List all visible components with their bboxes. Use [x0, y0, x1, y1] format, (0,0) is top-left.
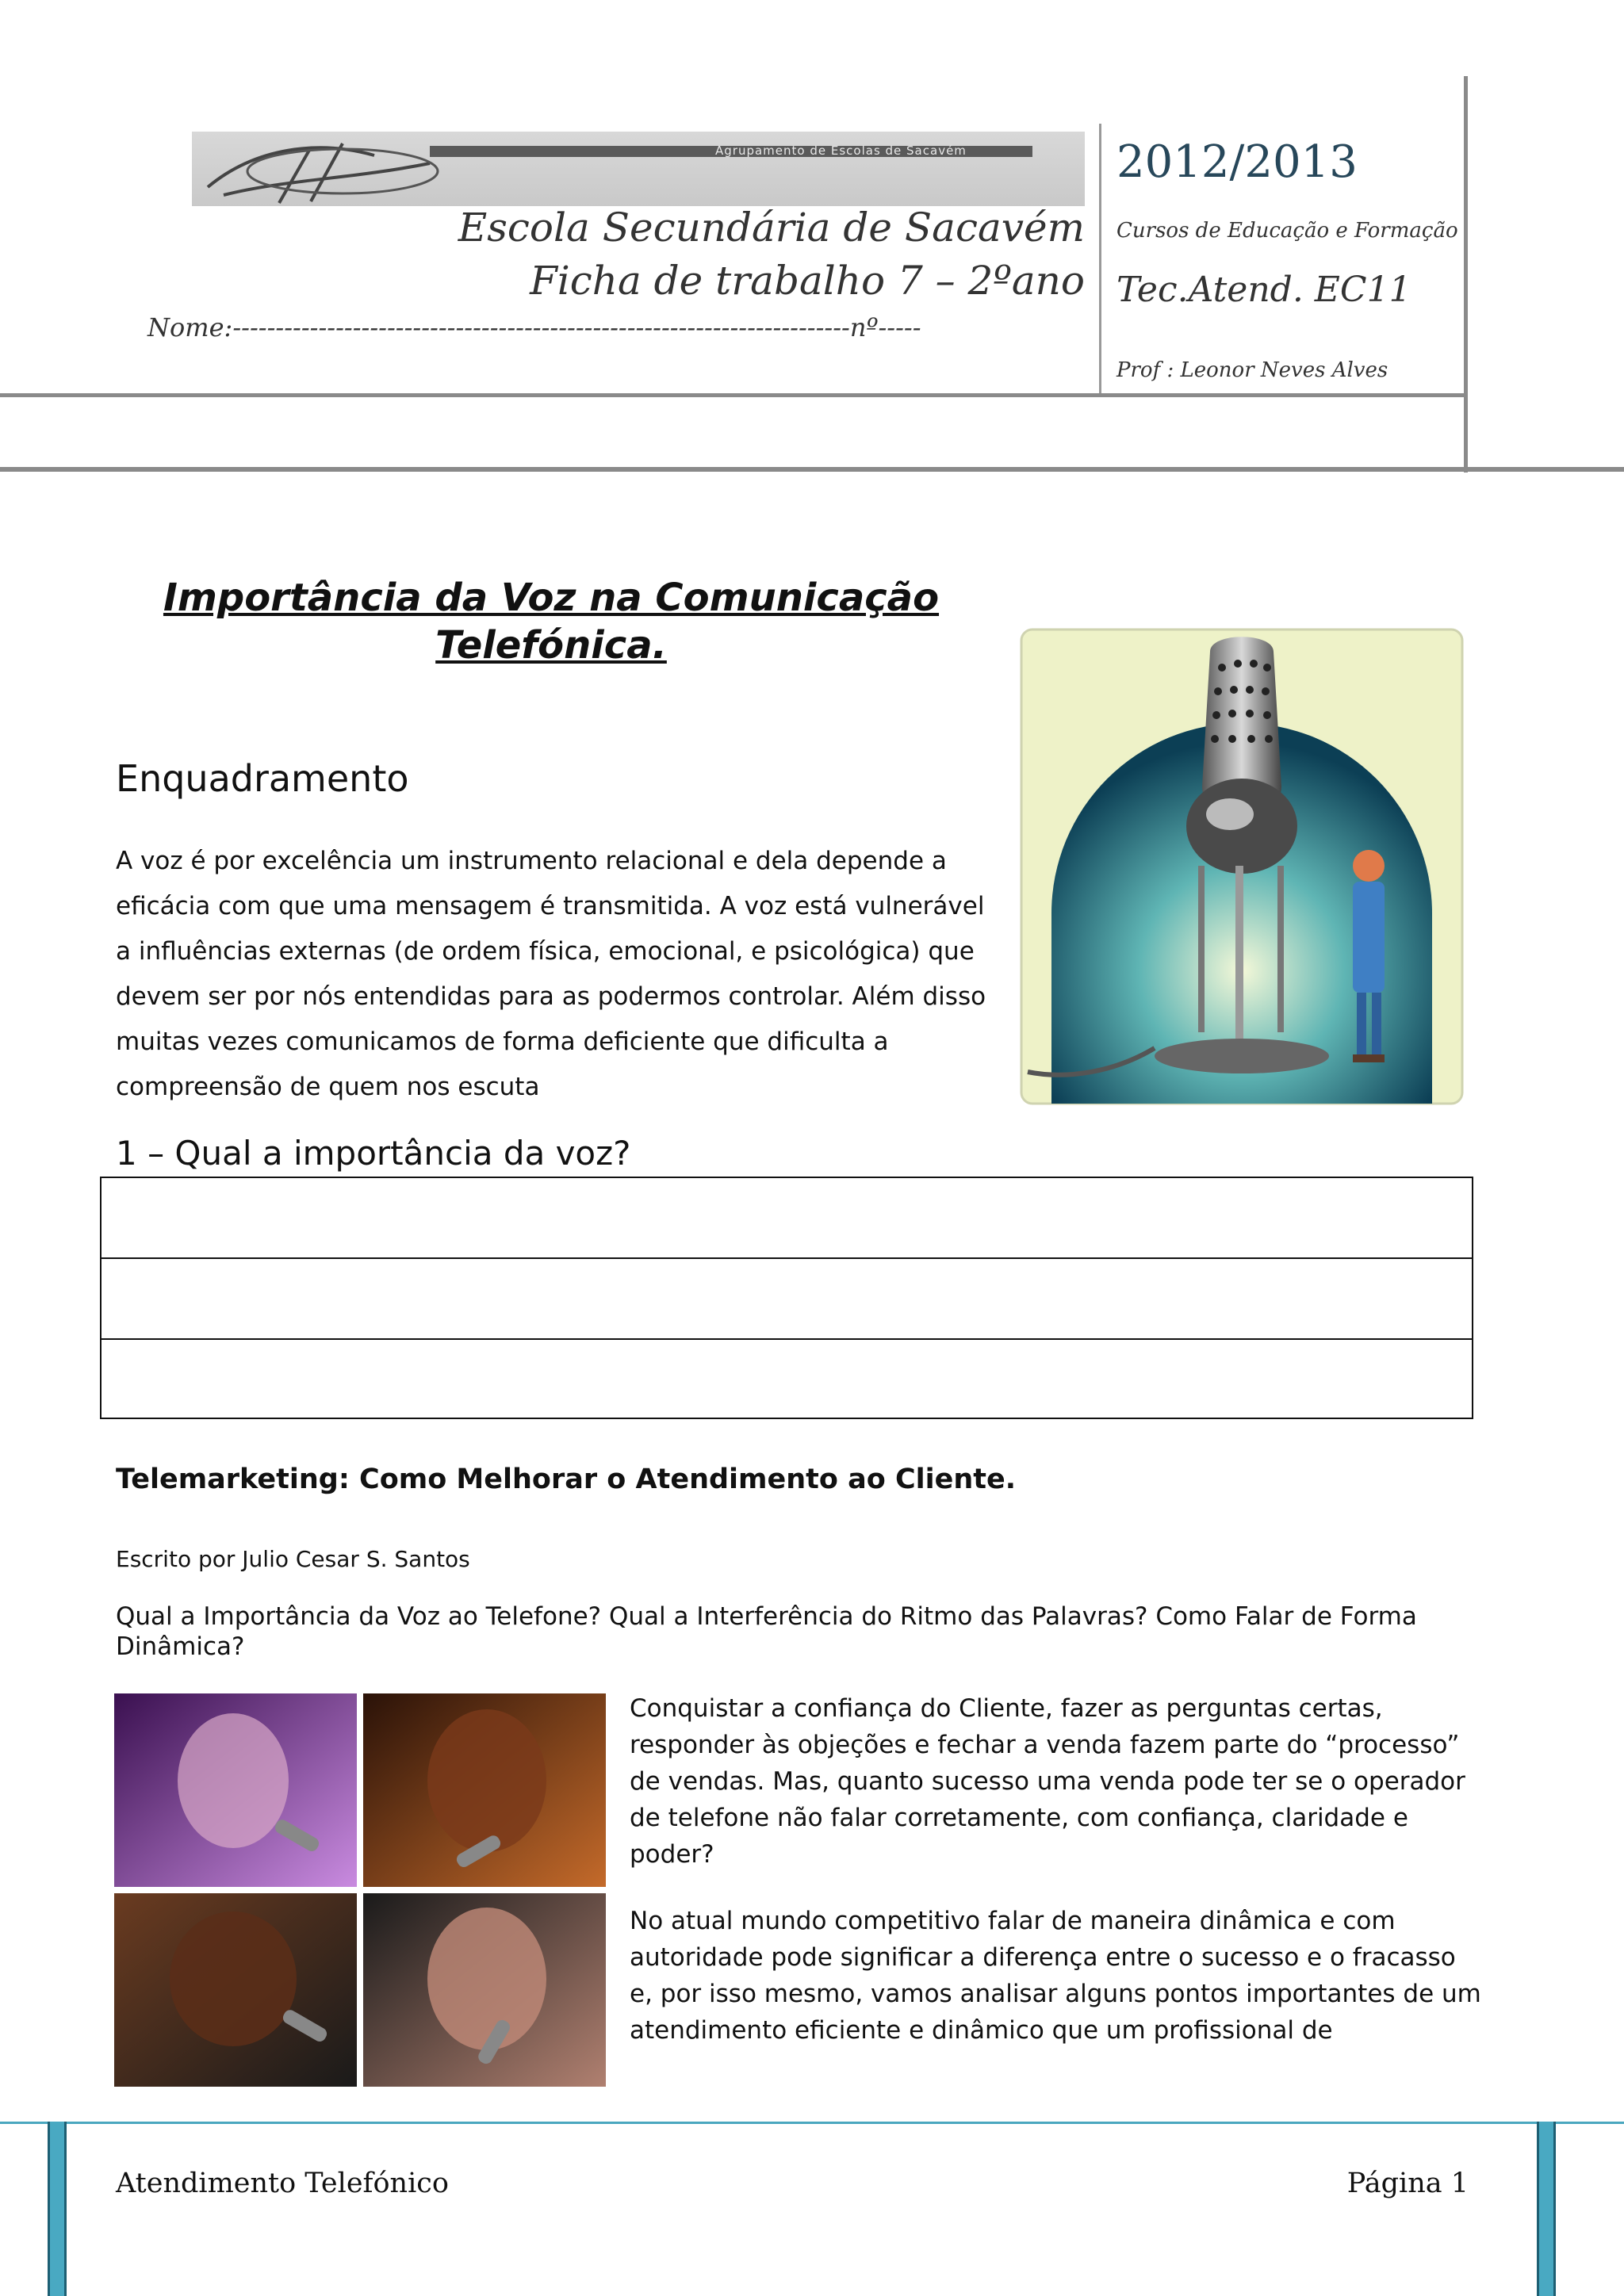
page-number: Página 1 — [1346, 2168, 1469, 2199]
title-line-2: Telefónica. — [435, 623, 667, 668]
article-paragraph-2: No atual mundo competitivo falar de maneira dinâmica e com autoridade pode significar a diferença entre o sucesso e o fracasso e, por isso mesmo, vamos analisar alguns pontos importantes de um atendimento eficiente e dinâmico que um profissional de — [630, 1907, 1481, 2045]
header-rule — [0, 393, 1467, 397]
intro-paragraph: A voz é por excelência um instrumento relacional e dela depende a eficácia com que uma mensagem é transmitida. A voz está vulnerável a influências externas (de ordem física, emocional, e psicológica) que devem ser por nós entendidas para as podermos controlar. Além disso muitas vezes comunicamos de forma deficiente que dificulta a compreensão de quem nos escuta — [116, 847, 986, 1101]
header-frame-right — [1464, 76, 1468, 473]
title-line-1: Importância da Voz na Comunicação — [163, 576, 940, 620]
name-field-line: Nome:------------------------------------------------------------------------nº----- — [147, 312, 921, 342]
section-heading-enquadramento: Enquadramento — [116, 757, 409, 800]
footer-title: Atendimento Telefónico — [116, 2168, 449, 2199]
page-title — [119, 574, 983, 669]
footer-bar-left — [48, 2122, 67, 2296]
question-1: 1 – Qual a importância da voz? — [116, 1134, 631, 1173]
singers-photo-collage — [114, 1693, 606, 2087]
footer-bar-right — [1537, 2122, 1556, 2296]
microphone-illustration — [1020, 628, 1464, 1105]
footer-rule — [0, 2122, 1624, 2124]
answer-line — [102, 1257, 1472, 1259]
answer-line — [102, 1338, 1472, 1340]
course-type: Cursos de Educação e Formação — [1116, 219, 1458, 243]
worksheet-title: Ficha de trabalho 7 – 2ºano — [530, 258, 1085, 304]
article-questions: Qual a Importância da Voz ao Telefone? Qual a Interferência do Ritmo das Palavras? Como Falar de Forma Dinâmica? — [116, 1602, 1417, 1661]
class-name: Tec.Atend. EC11 — [1116, 270, 1411, 310]
answer-box[interactable] — [100, 1177, 1473, 1419]
school-year: 2012/2013 — [1116, 136, 1358, 188]
logo-signature-icon — [192, 132, 525, 206]
school-name: Escola Secundária de Sacavém — [458, 205, 1085, 251]
header-divider — [1099, 124, 1101, 393]
header-rule-bottom — [0, 467, 1624, 472]
article-author: Escrito por Julio Cesar S. Santos — [116, 1546, 470, 1572]
article-paragraph-1: Conquistar a confiança do Cliente, fazer as perguntas certas, responder às objeções e fechar a venda fazem parte do “processo” de vendas. Mas, quanto sucesso uma venda pode ter se o operador de telefone não falar corretamente, com confiança, claridade e poder? — [630, 1694, 1465, 1869]
article-heading: Telemarketing: Como Melhorar o Atendimento ao Cliente. — [116, 1464, 1017, 1495]
school-logo — [192, 132, 1085, 206]
logo-caption: Agrupamento de Escolas de Sacavém — [715, 144, 967, 158]
teacher-name: Prof : Leonor Neves Alves — [1116, 358, 1388, 382]
